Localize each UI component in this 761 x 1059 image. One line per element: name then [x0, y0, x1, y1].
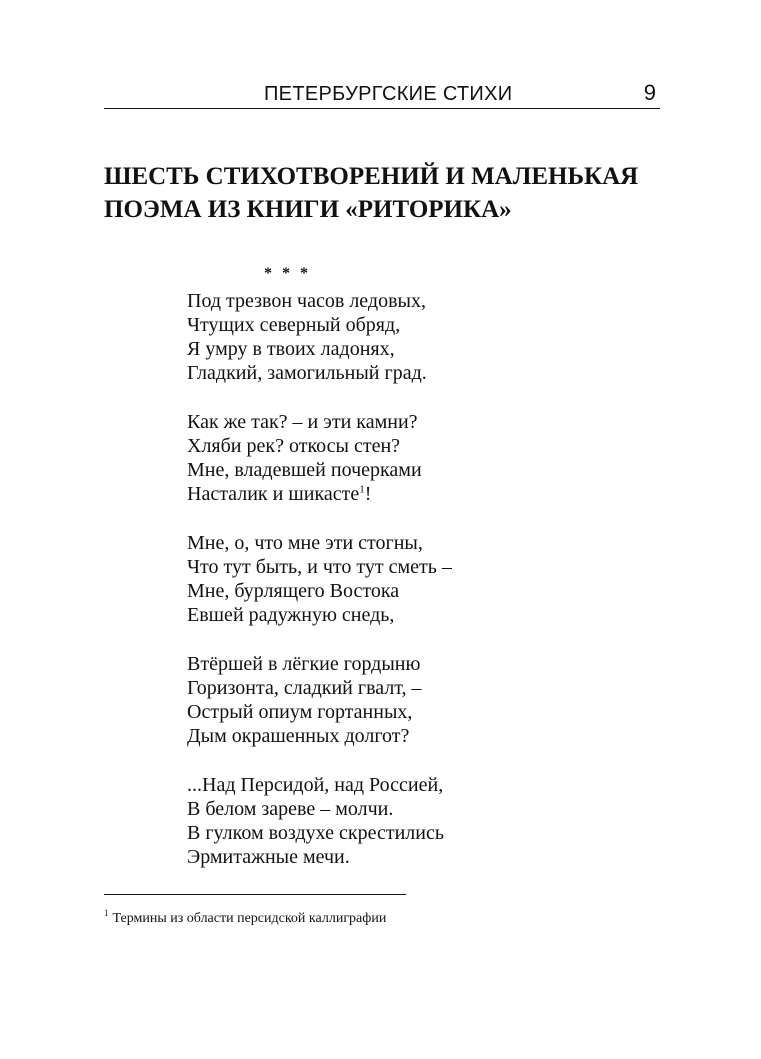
- verse-line: Евшей радужную снедь,: [187, 604, 395, 626]
- verse-line: Как же так? – и эти камни?: [187, 411, 418, 433]
- verse-line: Эрмитажные мечи.: [187, 846, 350, 868]
- verse-line: Гладкий, замогильный град.: [187, 362, 427, 384]
- section-heading: [104, 160, 684, 226]
- verse-punctuation: !: [364, 483, 372, 505]
- verse-line: Втёршей в лёгкие гордыню: [187, 653, 421, 675]
- footnote: [104, 910, 386, 928]
- verse-line: Мне, бурлящего Востока: [187, 580, 400, 602]
- stanza-3: [187, 531, 647, 627]
- verse-line: В гулком воздухе скрестились: [187, 822, 444, 844]
- verse-line: Я умру в твоих ладонях,: [187, 338, 395, 360]
- stanza-1: [187, 289, 647, 385]
- poem: [187, 289, 647, 894]
- verse-text: Насталик и шикасте: [187, 483, 360, 505]
- verse-line: Дым окрашенных долгот?: [187, 725, 410, 747]
- verse-line: Что тут быть, и что тут сметь –: [187, 556, 452, 578]
- footnote-text: Термины из области персидской каллиграфии: [112, 911, 387, 926]
- verse-line: Чтущих северный обряд,: [187, 314, 401, 336]
- footnote-mark: 1: [104, 908, 109, 919]
- verse-line: ...Над Персидой, над Россией,: [187, 774, 444, 796]
- poem-separator: * * *: [264, 265, 311, 282]
- verse-line: Мне, о, что мне эти стогны,: [187, 532, 423, 554]
- footnote-reference[interactable]: 1: [359, 483, 365, 496]
- verse-line-with-footnote: [187, 482, 647, 506]
- verse-line: Острый опиум гортанных,: [187, 701, 413, 723]
- section-heading-line-1: ШЕСТЬ СТИХОТВОРЕНИЙ И МАЛЕНЬКАЯ: [104, 163, 639, 190]
- stanza-4: [187, 652, 647, 748]
- running-header: [104, 82, 660, 109]
- running-title: ПЕТЕРБУРГСКИЕ СТИХИ: [264, 83, 513, 105]
- section-heading-line-2: ПОЭМА ИЗ КНИГИ «РИТОРИКА»: [104, 196, 512, 223]
- footnote-divider: [104, 894, 406, 895]
- stanza-2: [187, 410, 647, 506]
- verse-line: Мне, владевшей почерками: [187, 459, 422, 481]
- page-number: 9: [643, 80, 656, 105]
- verse-line: Горизонта, сладкий гвалт, –: [187, 677, 422, 699]
- verse-line: Хляби рек? откосы стен?: [187, 435, 401, 457]
- verse-line: В белом зареве – молчи.: [187, 798, 394, 820]
- stanza-5: [187, 773, 647, 869]
- verse-line: Под трезвон часов ледовых,: [187, 290, 426, 312]
